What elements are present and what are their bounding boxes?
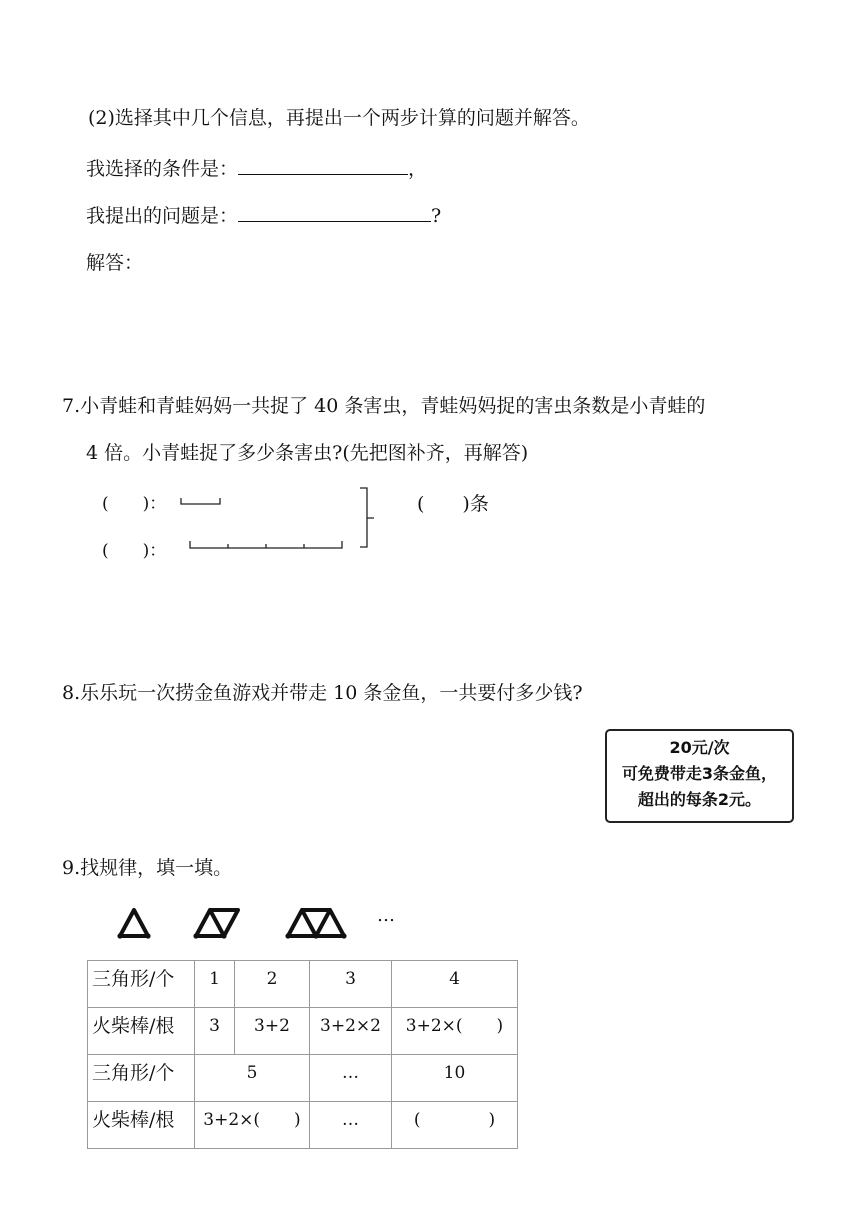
table-cell: 3 [195,1008,235,1055]
q7-row1-label: ( )： [102,494,167,514]
notice-line-3: 超出的每条2元。 [637,790,762,809]
fill-in-cell[interactable]: 3+2×( ) [392,1008,518,1055]
table-row [88,1055,518,1102]
fill-in-cell[interactable]: ( ) [392,1102,518,1149]
table-cell: 1 [195,961,235,1008]
triangle-figure-3 [288,910,344,936]
pattern-table [87,960,518,1149]
table-row [88,1102,518,1149]
table-cell: 4 [392,961,518,1008]
row-header: 三角形/个 [88,1055,195,1102]
table-cell: 10 [392,1055,518,1102]
table-row [88,1008,518,1055]
q7-row2-label: ( )： [102,541,167,561]
row-header: 火柴棒/根 [88,1008,195,1055]
q6-part2-prompt: (2)选择其中几个信息，再提出一个两步计算的问题并解答。 [88,107,590,129]
table-cell: … [310,1102,392,1149]
sequence-ellipsis: … [377,905,395,926]
q8-text: 8.乐乐玩一次捞金鱼游戏并带走 10 条金鱼，一共要付多少钱? [62,682,583,704]
table-row [88,961,518,1008]
condition-label: 我选择的条件是： [86,158,239,180]
table-cell: 5 [195,1055,310,1102]
question-label: 我提出的问题是： [86,205,239,227]
table-cell: 3+2×2 [310,1008,392,1055]
fill-in-cell[interactable]: 3+2×( ) [195,1102,310,1149]
q6-answer-label: 解答： [86,252,144,274]
table-cell: 2 [235,961,310,1008]
q9-text: 9.找规律，填一填。 [62,857,233,879]
table-cell: 3+2 [235,1008,310,1055]
question-end: ? [431,205,442,227]
triangle-figure-2 [196,910,238,936]
condition-end: ， [408,158,428,180]
notice-line-1: 20元/次 [669,738,730,757]
notice-line-2: 可免费带走3条金鱼， [621,764,778,783]
row-header: 三角形/个 [88,961,195,1008]
q7-total-label: ( )条 [417,493,489,515]
table-cell: … [310,1055,392,1102]
q7-text-line2: 4 倍。小青蛙捉了多少条害虫?(先把图补齐，再解答) [86,442,529,464]
triangle-figure-1 [120,910,148,936]
q7-text-line1: 7.小青蛙和青蛙妈妈一共捉了 40 条害虫，青蛙妈妈捉的害虫条数是小青蛙的 [62,395,706,417]
table-cell: 3 [310,961,392,1008]
row-header: 火柴棒/根 [88,1102,195,1149]
